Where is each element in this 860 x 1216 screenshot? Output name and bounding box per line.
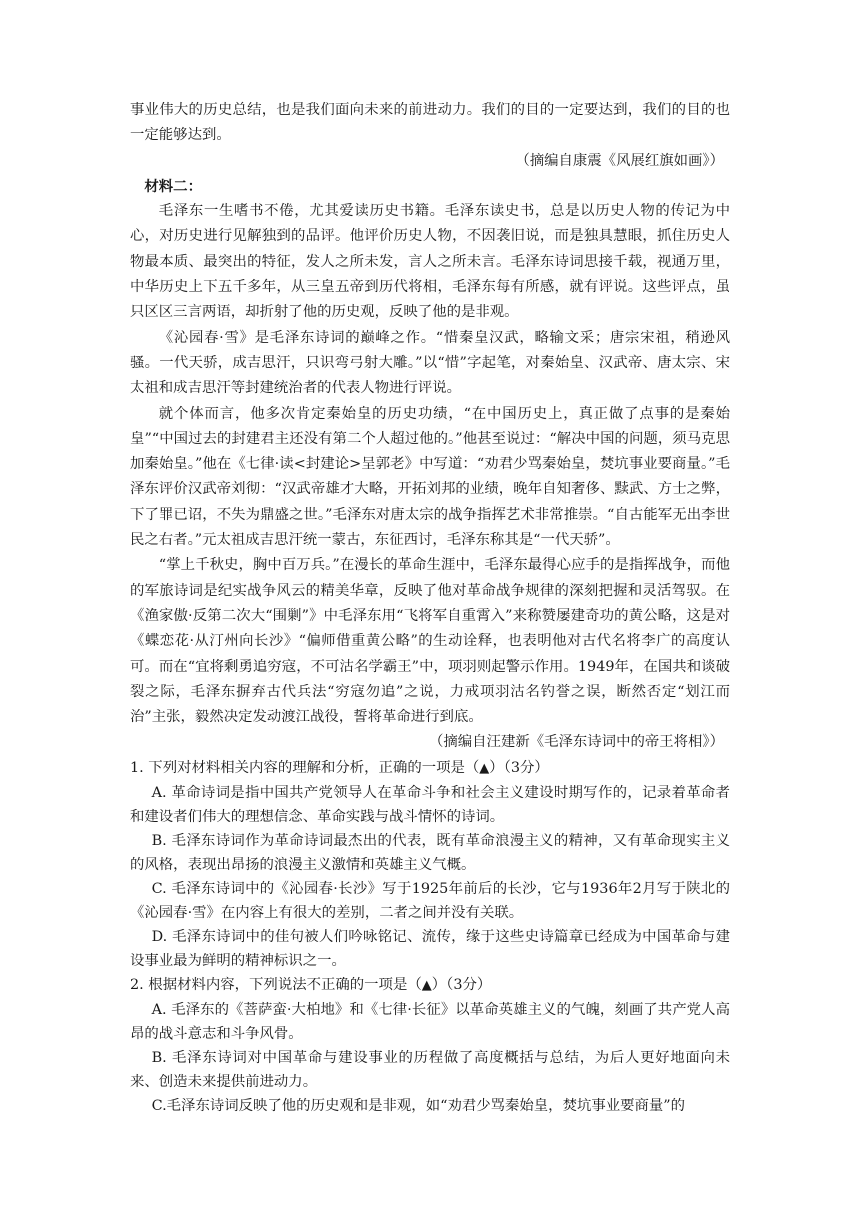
material-one-tail: 事业伟大的历史总结，也是我们面向未来的前进动力。我们的目的一定要达到，我们的目的也一定能够达到。 <box>130 102 730 144</box>
material-two-paragraph: 《沁园春·雪》是毛泽东诗词的巅峰之作。“惜秦皇汉武，略输文采；唐宗宋祖，稍逊风骚。一代天骄，成吉思汗，只识弯弓射大雕。”以“惜”字起笔，对秦始皇、汉武帝、唐太宗、宋太祖和成吉思汗等封建统治者的代表人物进行评说。 <box>130 329 730 397</box>
material-one-source: （摘编自康震《风展红旗如画》） <box>515 152 724 169</box>
question-1-option-a: A. 革命诗词是指中国共产党领导人在革命斗争和社会主义建设时期写作的，记录着革命者和建设者们伟大的理想信念、革命实践与战斗情怀的诗词。 <box>130 784 730 825</box>
question-1-option-c: C. 毛泽东诗词中的《沁园春·长沙》写于1925年前后的长沙，它与1936年2月写于陕北的《沁园春·雪》在内容上有很大的差别，二者之间并没有关联。 <box>130 880 730 921</box>
question-2-option-b: B. 毛泽东诗词对中国革命与建设事业的历程做了高度概括与总结，为后人更好地面向未来、创造未来提供前进动力。 <box>130 1049 730 1090</box>
material-two-heading: 材料二： <box>144 177 202 195</box>
question-1-stem <box>130 756 730 781</box>
question-1-option-d: D. 毛泽东诗词中的佳句被人们吟咏铭记、流传，缘于这些史诗篇章已经成为中国革命与建设事业最为鲜明的精神标识之一。 <box>130 928 730 969</box>
answer-blank-triangle-icon: ▲ <box>421 977 432 993</box>
question-1-stem-suffix: ）（3分） <box>489 759 549 776</box>
question-2-stem-suffix: ）（3分） <box>431 976 492 993</box>
question-2-stem-prefix: 2. 根据材料内容，下列说法不正确的一项是（ <box>130 976 422 993</box>
answer-blank-triangle-icon: ▲ <box>479 760 490 776</box>
question-1-option-b: B. 毛泽东诗词作为革命诗词最杰出的代表，既有革命浪漫主义的精神，又有革命现实主义的风格，表现出昂扬的浪漫主义激情和英雄主义气概。 <box>130 832 730 873</box>
question-2-option-c: C.毛泽东诗词反映了他的历史观和是非观，如“劝君少骂秦始皇，焚坑事业要商量”的 <box>151 1097 686 1114</box>
page-content <box>130 98 730 1118</box>
question-1-stem-prefix: 1. 下列对材料相关内容的理解和分析，正确的一项是（ <box>130 759 480 776</box>
question-2-option-a: A. 毛泽东的《菩萨蛮·大柏地》和《七律·长征》以革命英雄主义的气魄，刻画了共产党人高昂的战斗意志和斗争风骨。 <box>130 1001 730 1042</box>
question-2-stem <box>130 973 730 998</box>
material-two-paragraph: “掌上千秋史，胸中百万兵。”在漫长的革命生涯中，毛泽东最得心应手的是指挥战争，而他的军旅诗词是纪实战争风云的精美华章，反映了他对革命战争规律的深刻把握和灵活驾驭。在《渔家傲·反第二次大“围剿”》中毛泽东用“飞将军自重霄入”来称赞屡建奇功的黄公略，这是对《蝶恋花·从汀州向长沙》“偏师借重黄公略”的生动诠释，也表明他对古代名将李广的高度认可。而在“宜将剩勇追穷寇，不可沽名学霸王”中，项羽则起警示作用。1949年，在国共和谈破裂之际，毛泽东摒弃古代兵法“穷寇勿追”之说，力戒项羽沽名钓誉之误，断然否定“划江而治”主张，毅然决定发动渡江战役，誓将革命进行到底。 <box>130 557 730 726</box>
material-two-paragraph: 毛泽东一生嗜书不倦，尤其爱读历史书籍。毛泽东读史书，总是以历史人物的传记为中心，对历史进行见解独到的品评。他评价历史人物，不因袭旧说，而是独具慧眼，抓住历史人物最本质、最突出的特征，发人之所未发，言人之所未言。毛泽东诗词思接千载，视通万里，中华历史上下五千多年，从三皇五帝到历代将相，毛泽东每有所感，就有评说。这些评点，虽只区区三言两语，却折射了他的历史观，反映了他的是非观。 <box>130 203 730 321</box>
material-two-source: （摘编自汪建新《毛泽东诗词中的帝王将相》） <box>428 734 724 751</box>
material-two-paragraph: 就个体而言，他多次肯定秦始皇的历史功绩，“在中国历史上，真正做了点事的是秦始皇”“中国过去的封建君主还没有第二个人超过他的。”他甚至说过：“解决中国的问题，须马克思加秦始皇。”他在《七律·读<封建论>呈郭老》中写道：“劝君少骂秦始皇，焚坑事业要商量。”毛泽东评价汉武帝刘彻：“汉武帝雄才大略，开拓刘邦的业绩，晚年自知奢侈、黩武、方士之弊，下了罪已诏，不失为鼎盛之世。”毛泽东对唐太宗的战争指挥艺术非常推崇。“自古能军无出李世民之右者。”元太祖成吉思汗统一蒙古，东征西讨，毛泽东称其是“一代天骄”。 <box>130 405 730 549</box>
